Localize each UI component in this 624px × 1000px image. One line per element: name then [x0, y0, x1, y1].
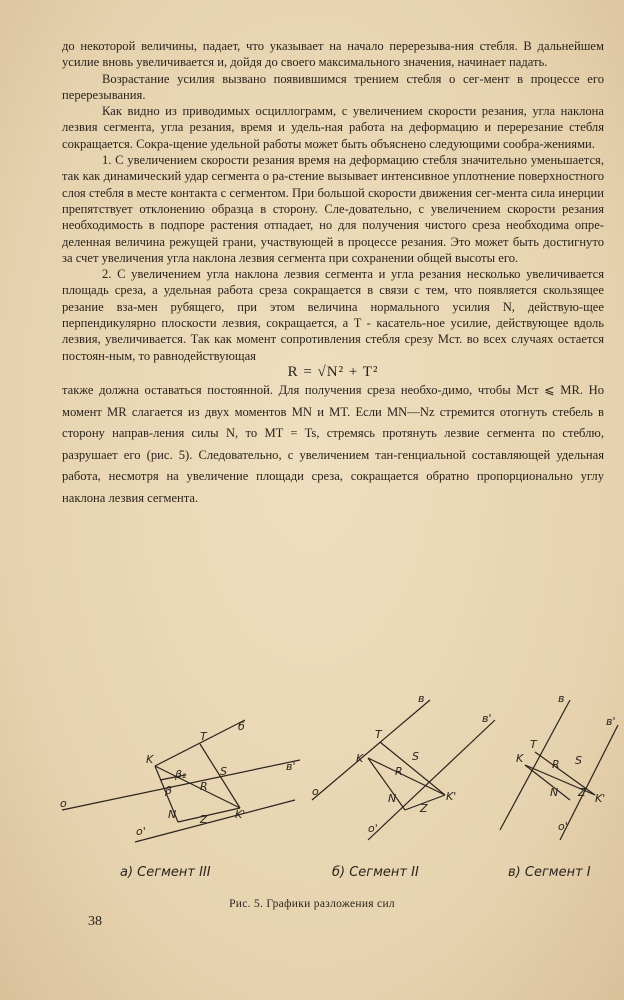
diagram-a: [62, 720, 300, 842]
body-text: [62, 38, 604, 509]
label: T: [530, 738, 537, 751]
label: S: [412, 750, 419, 763]
force-diagrams: [50, 680, 620, 890]
label: T: [375, 728, 382, 741]
page-number: 38: [88, 914, 102, 929]
label: в': [482, 712, 492, 725]
label: K: [146, 753, 154, 766]
paragraph: также должна оставаться постоянной. Для получения среза необхо-димо, чтобы Mст ⩽ MR. Но момент MR слагается из двух моментов MN и MT. Если MN—Nz стремится отогнуть стебель в сторону направ-ления силы N, то MT = Ts, стремясь протянуть лезвие сегмента по стеблю, разрушает его (рис. 5). Следовательно, с увеличением тан-генциальной составляющей удельная работа, несмотря на увеличение площади среза, сокращается обратно пропорционально углу наклона лезвия сегмента.: [62, 383, 604, 505]
paragraph: Возрастание усилия вызвано появившимся трением стебля о сег-мент в процессе его перерезывания.: [62, 71, 604, 102]
paragraph: Как видно из приводимых осциллограмм, с увеличением скорости резания, угла наклона лезвия сегмента, угла резания, время и удель-ная работа на деформацию и перерезание стебля сокращается. Сокра-щение удельной работы может быть объяснено следующими сообра-жениями.: [62, 104, 604, 151]
label: о: [60, 797, 67, 810]
label: в': [606, 715, 616, 728]
figure-caption: Рис. 5. Графики разложения сил: [229, 898, 395, 910]
label: K': [595, 792, 606, 805]
label: о: [312, 785, 319, 798]
label: в': [286, 760, 296, 773]
label: S: [220, 765, 227, 778]
paragraph: 1. С увеличением скорости резания время на деформацию стебля значительно уменьшается, так как динамический удар сегмента о ра-стение вызывает интенсивное уплотнение поверхностного слоя стебля в месте контакта с сегментом. При большой скорости движения сег-мента сила инерции препятствует отклонению образца в сторону. Сле-довательно, с увеличением скорости резания необходимость в подпоре растения отпадает, но для получения чистого среза необходима опре-деленная величина режущей грани, участвующей в процессе резания. Это может быть достигнуто за счет увеличения угла наклона лезвия сегмента при сохранении общей высоты его.: [62, 153, 604, 265]
label: S: [575, 754, 582, 767]
label: о': [136, 825, 146, 838]
subcaption-c: в) Сегмент I: [508, 865, 591, 880]
label: N: [388, 792, 397, 805]
label: Z: [578, 786, 586, 799]
label: K': [446, 790, 457, 803]
label: N: [550, 786, 559, 799]
label: β: [165, 784, 173, 797]
label: Z: [420, 802, 428, 815]
label: R: [200, 780, 208, 793]
subcaption-b: б) Сегмент II: [332, 865, 419, 880]
paragraph: до некоторой величины, падает, что указывает на начало перерезыва-ния стебля. В дальнейшем усилие вновь увеличивается и, дойдя до своего максимального значения, начинает падать.: [62, 39, 604, 70]
label: о': [558, 820, 568, 833]
label: K: [356, 752, 364, 765]
label: о': [368, 822, 378, 835]
label: K: [516, 752, 524, 765]
label: R: [552, 758, 560, 771]
subcaption-a: а) Сегмент III: [120, 865, 211, 880]
formula: R = √N² + T²: [287, 363, 379, 380]
label: б: [238, 720, 245, 733]
label: R: [395, 765, 403, 778]
label: T: [200, 730, 207, 743]
label: Z: [200, 813, 208, 826]
label: N: [168, 808, 177, 821]
label: β₂: [175, 768, 187, 781]
label: в: [418, 692, 425, 705]
label: K': [235, 808, 246, 821]
diagram-b: [312, 700, 495, 840]
label: в: [558, 692, 565, 705]
paragraph: 2. С увеличением угла наклона лезвия сегмента и угла резания несколько увеличивается площадь среза, а удельная работа среза сокращается в связи с тем, что появляется скользящее резание вза-мен рубящего, при этом величина нормального усилия N, действую-щее перпендикулярно плоскости лезвия, сокращается, а T - касатель-ное усилие, действующее вдоль лезвия, увеличивается. Так как момент сопротивления стебля срезу Mст. во всех случаях остается постоян-ным, то равнодействующая: [62, 267, 604, 363]
